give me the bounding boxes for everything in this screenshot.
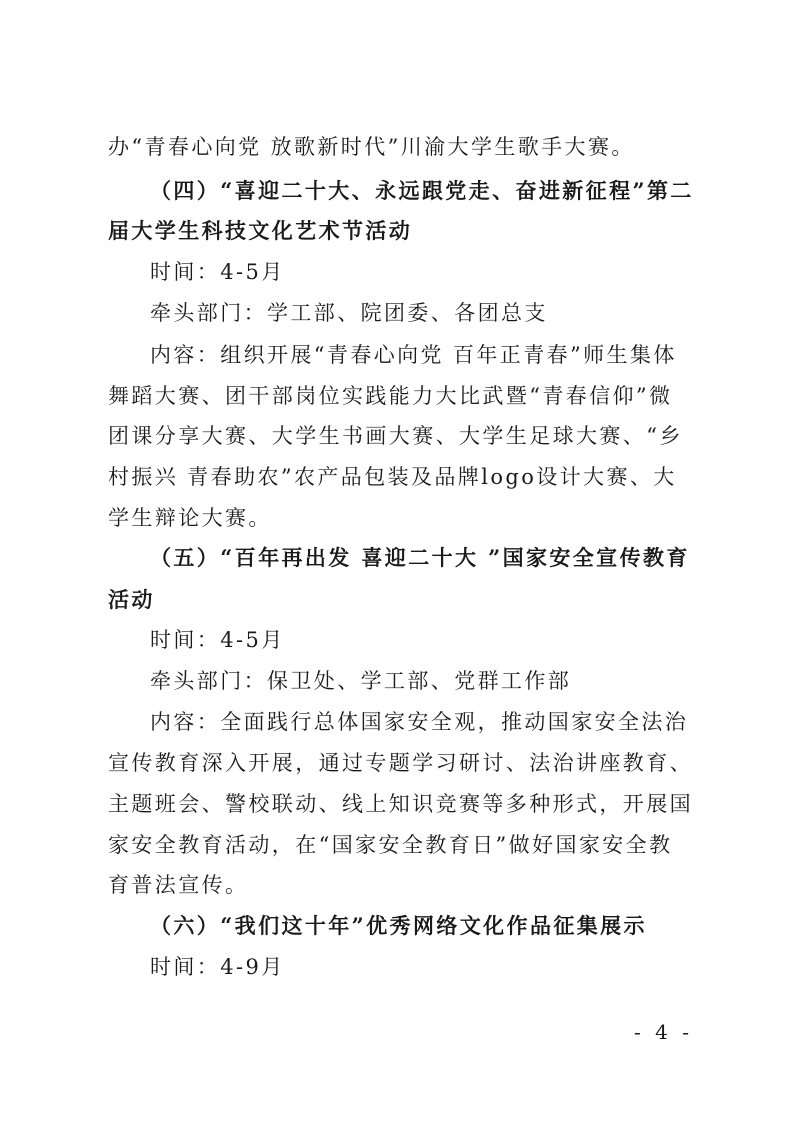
content-line: 舞蹈大赛、团干部岗位实践能力大比武暨“青春信仰”微 xyxy=(108,384,673,408)
content-line: 家安全教育活动，在“国家安全教育日”做好国家安全教 xyxy=(108,833,673,857)
paragraph-line: 办“青春心向党 放歌新时代”川渝大学生歌手大赛。 xyxy=(108,135,635,159)
content-line: 宣传教育深入开展，通过专题学习研讨、法治讲座教育、 xyxy=(108,751,693,775)
time-line: 时间：4-9月 xyxy=(150,955,285,979)
time-line: 时间：4-5月 xyxy=(150,260,285,284)
section-heading-4: （四）“喜迎二十大、永远跟党走、奋进新征程”第二 xyxy=(150,178,694,203)
section-heading-5-cont: 活动 xyxy=(108,587,155,612)
section-heading-6: （六）“我们这十年”优秀网络文化作品征集展示 xyxy=(150,913,647,938)
content-line: 育普法宣传。 xyxy=(108,873,249,897)
content-line: 村振兴 青春助农”农产品包装及品牌logo设计大赛、大 xyxy=(108,465,677,489)
section-heading-4-cont: 届大学生科技文化艺术节活动 xyxy=(108,218,413,243)
lead-department-line: 牵头部门：保卫处、学工部、党群工作部 xyxy=(150,669,572,693)
content-line: 团课分享大赛、大学生书画大赛、大学生足球大赛、“乡 xyxy=(108,424,683,448)
content-line: 学生辩论大赛。 xyxy=(108,506,272,530)
content-line: 内容：全面践行总体国家安全观，推动国家安全法治 xyxy=(150,710,689,734)
section-heading-5: （五）“百年再出发 喜迎二十大 ”国家安全宣传教育 xyxy=(150,545,690,570)
page-number: - 4 - xyxy=(634,1020,693,1044)
content-line: 内容：组织开展“青春心向党 百年正青春”师生集体 xyxy=(150,343,677,367)
lead-department-line: 牵头部门：学工部、院团委、各团总支 xyxy=(150,301,548,325)
content-line: 主题班会、警校联动、线上知识竞赛等多种形式，开展国 xyxy=(108,792,693,816)
time-line: 时间：4-5月 xyxy=(150,628,285,652)
